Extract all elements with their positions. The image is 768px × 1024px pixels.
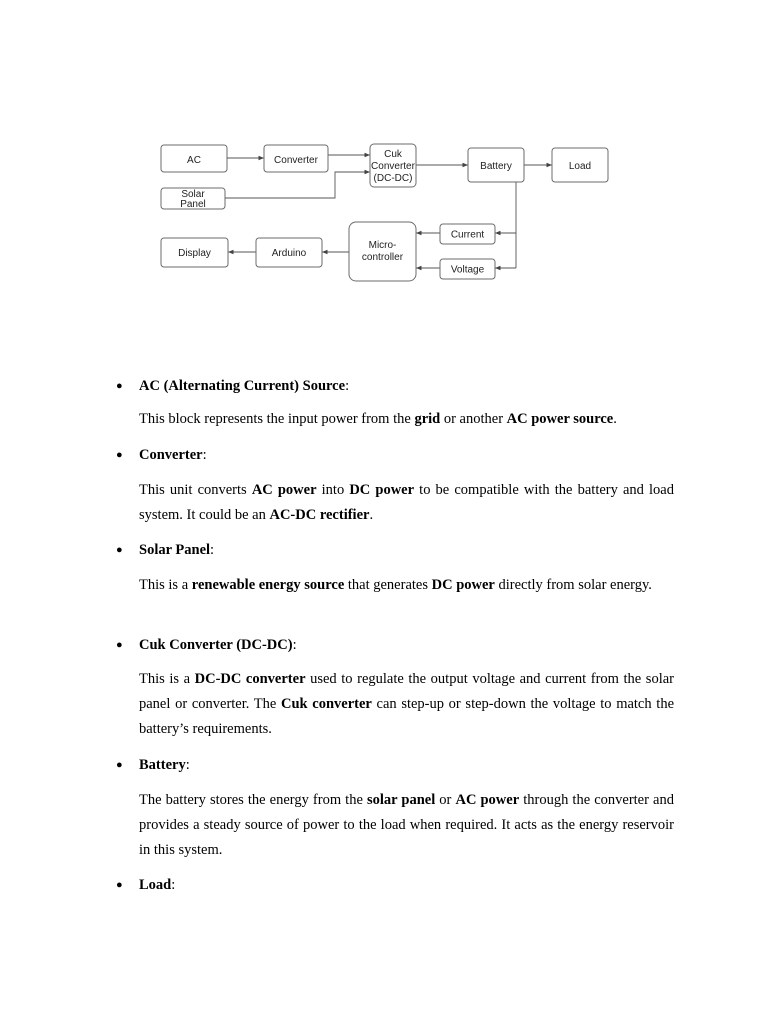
block-current (440, 224, 495, 244)
block-voltage-label: Voltage (450, 264, 485, 276)
section-heading: Cuk Converter (DC-DC): (139, 637, 297, 653)
block-load (552, 148, 608, 182)
block-cuk-converter (370, 144, 416, 187)
section-heading: Converter: (139, 447, 207, 463)
block-display (161, 238, 228, 267)
block-microcontroller-label: Micro-controller (361, 240, 404, 263)
bullet-icon: ● (116, 759, 123, 771)
block-voltage (440, 259, 495, 279)
bullet-icon: ● (116, 380, 123, 392)
section-paragraph-ac-source: This block represents the input power from the grid or another AC power source. (139, 411, 617, 427)
block-current-label: Current (450, 229, 485, 241)
block-battery-label: Battery (480, 161, 512, 172)
bullet-icon: ● (116, 449, 123, 461)
section-heading: Solar Panel: (139, 542, 215, 558)
block-solar-panel-label: Solar Panel (180, 189, 206, 210)
section-paragraph-converter: This unit converts AC power into DC power to be compatible with the battery and load system. It could be an AC-DC rectifier. (139, 482, 674, 523)
bullet-icon: ● (116, 879, 123, 891)
block-ac-label: AC (187, 155, 201, 166)
block-load-label: Load (568, 161, 592, 172)
bullet-icon: ● (116, 544, 123, 556)
block-arduino-label: Arduino (271, 248, 307, 259)
bullet-icon: ● (116, 639, 123, 651)
section-heading: AC (Alternating Current) Source: (139, 378, 350, 394)
block-ac (161, 145, 227, 172)
block-converter (264, 145, 328, 172)
section-paragraph-solar-panel: This is a renewable energy source that generates DC power directly from solar energy. (139, 577, 652, 593)
wire-solar-cuk (225, 172, 370, 198)
block-battery (468, 148, 524, 182)
block-converter-label: Converter (274, 155, 318, 166)
block-microcontroller (349, 222, 416, 281)
section-paragraph-cuk-converter: This is a DC-DC converter used to regulate the output voltage and current from the solar panel or converter. The Cuk converter can step-up or step-down the voltage to match the battery’s requirements. (139, 671, 675, 737)
block-solar-panel (161, 188, 225, 210)
block-diagram (0, 0, 768, 300)
block-cuk-converter-label: Cuk Converter (DC-DC) (371, 149, 415, 184)
section-heading: Battery: (139, 757, 190, 773)
block-arduino (256, 238, 322, 267)
block-display-label: Display (178, 248, 211, 259)
section-heading: Load: (139, 877, 176, 893)
section-paragraph-battery: The battery stores the energy from the solar panel or AC power through the converter and provides a steady source of power to the load when required. It acts as the energy reservoir in this system. (139, 792, 674, 858)
